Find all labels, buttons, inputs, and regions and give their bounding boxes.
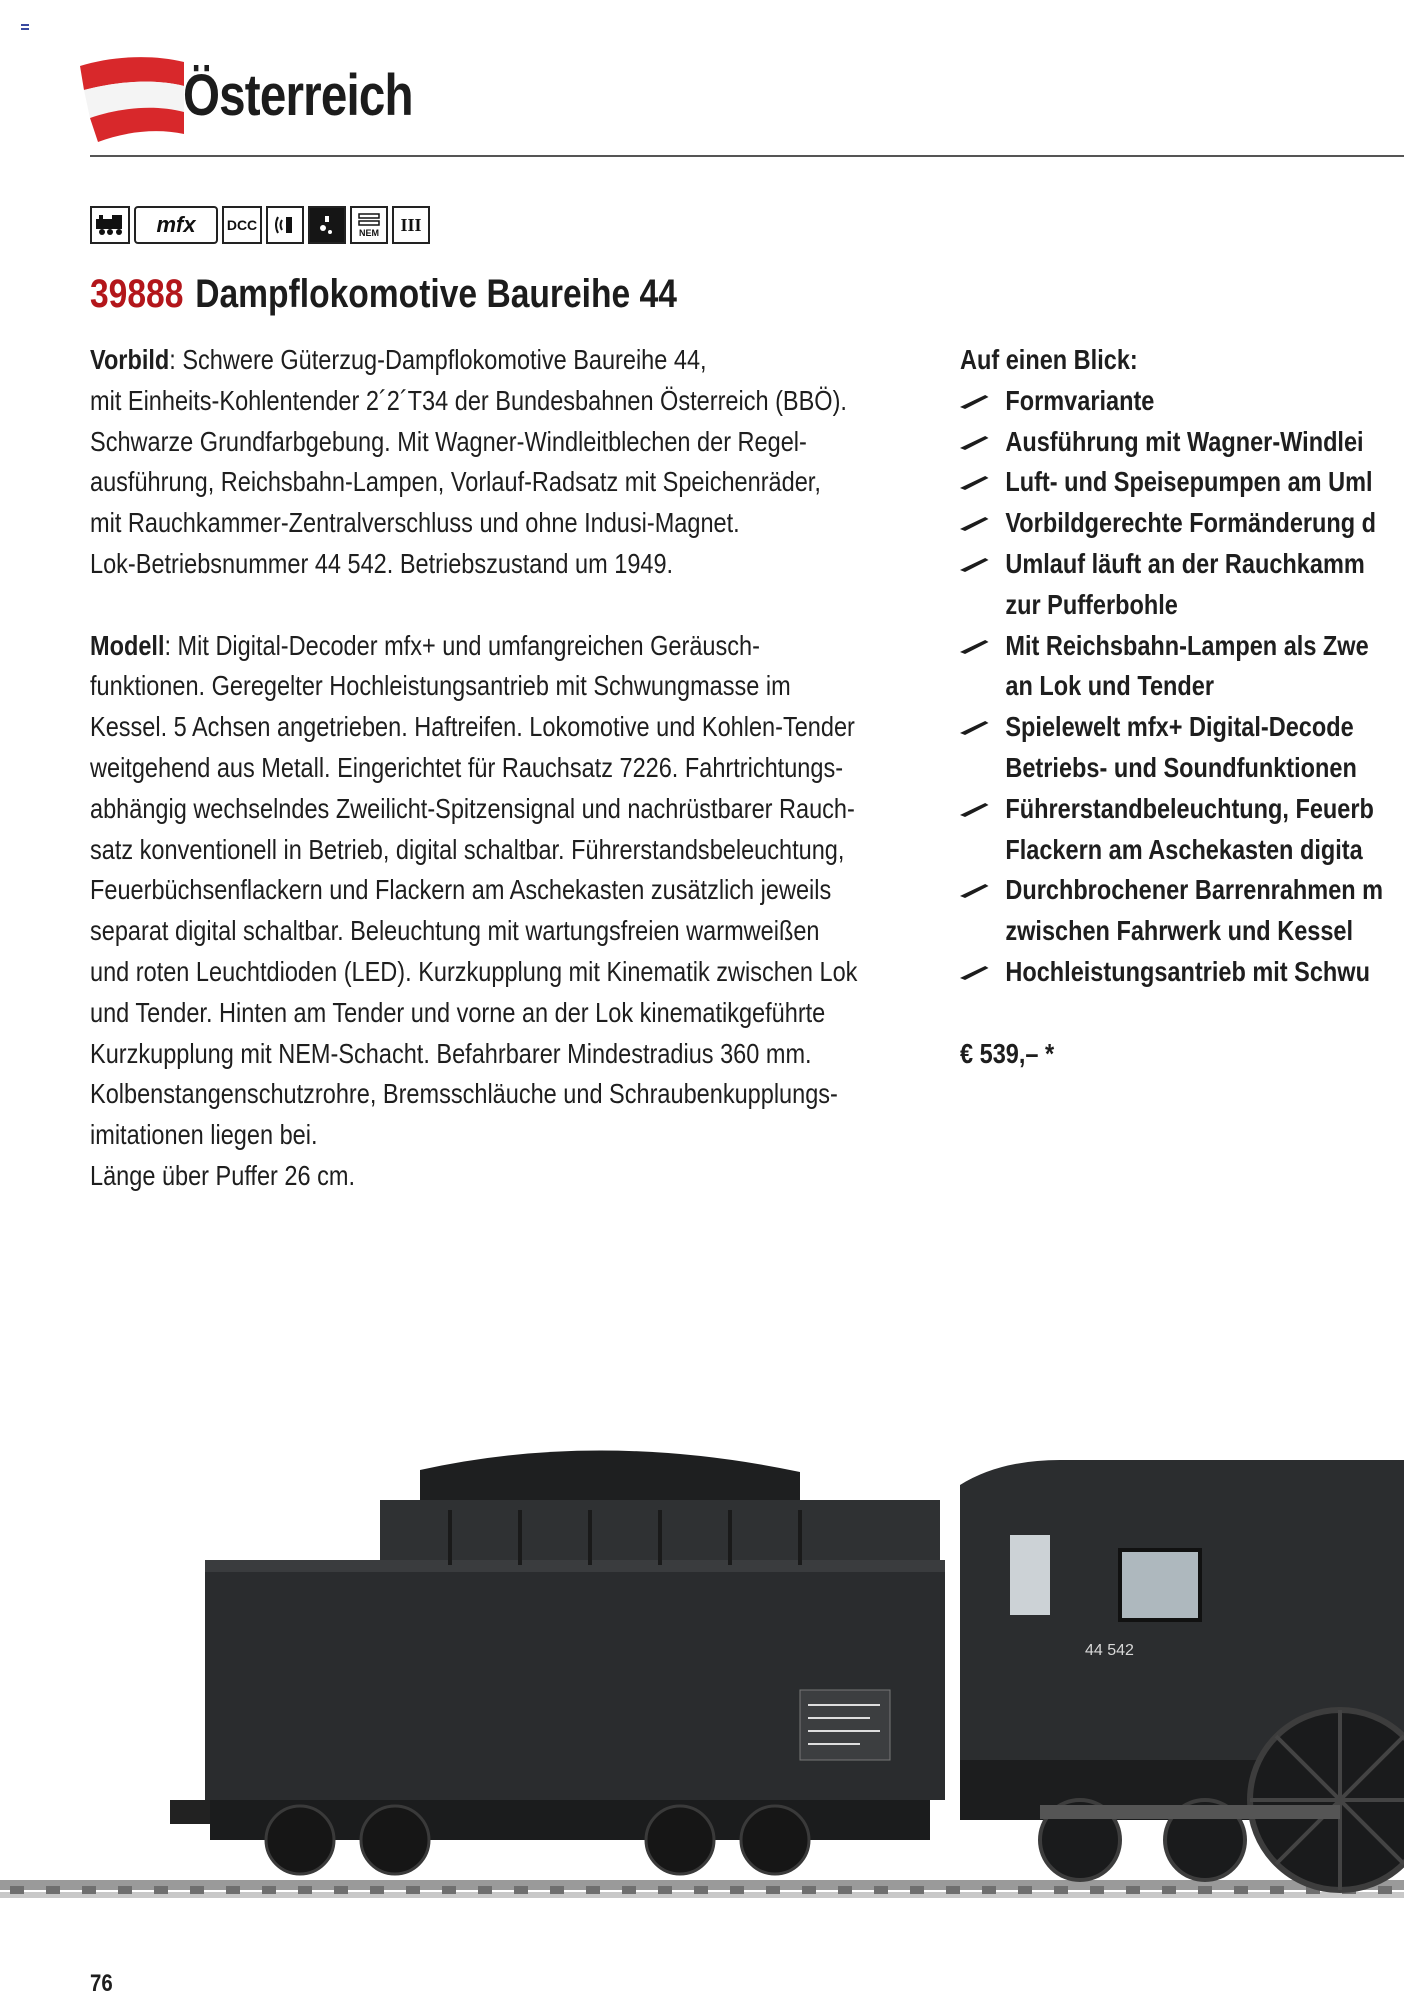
bullet-arrow-icon <box>960 434 989 450</box>
page-number: 76 <box>90 1970 113 1997</box>
highlight-item <box>960 911 1383 952</box>
modell-line: satz konventionell in Betrieb, digital schaltbar. Führerstandsbeleuchtung, <box>90 833 845 865</box>
feature-icons <box>90 206 430 246</box>
highlight-text: Durchbrochener Barrenrahmen m <box>1005 874 1384 906</box>
track <box>0 1880 1404 1898</box>
nem-label: NEM <box>359 228 379 238</box>
highlight-text: Betriebs- und Soundfunktionen <box>1005 751 1357 783</box>
highlight-text: Mit Reichsbahn-Lampen als Zwe <box>1005 629 1369 661</box>
highlight-item <box>960 830 1383 871</box>
highlight-item <box>960 870 1383 911</box>
smoke-icon <box>308 206 346 244</box>
highlight-text: Flackern am Aschekasten digita <box>1005 833 1363 865</box>
description-text <box>90 340 857 1197</box>
highlight-text: Luft- und Speisepumpen am Uml <box>1005 466 1373 498</box>
epoch-iii-icon <box>392 206 430 244</box>
highlight-item <box>960 503 1383 544</box>
bullet-arrow-icon <box>960 393 989 409</box>
highlight-text: Vorbildgerechte Formänderung d <box>1005 507 1377 539</box>
modell-text: : Mit Digital-Decoder mfx+ und umfangreichen Geräusch- <box>164 629 760 661</box>
modell-line: separat digital schaltbar. Beleuchtung mit wartungsfreien warmweißen <box>90 915 820 947</box>
header-divider <box>90 155 1404 157</box>
vorbild-line: Lok-Betriebsnummer 44 542. Betriebszustand um 1949. <box>90 547 674 579</box>
vorbild-text: : Schwere Güterzug-Dampflokomotive Baureihe 44, <box>169 344 707 375</box>
modell-label: Modell <box>90 629 165 661</box>
highlight-text: an Lok und Tender <box>1005 670 1215 702</box>
vorbild-line: mit Rauchkammer-Zentralverschluss und ohne Indusi-Magnet. <box>90 507 740 539</box>
sound-icon <box>266 206 304 244</box>
vorbild-line: Schwarze Grundfarbgebung. Mit Wagner-Windleitblechen der Regel- <box>90 425 807 457</box>
modell-line: und roten Leuchtdioden (LED). Kurzkupplung mit Kinematik zwischen Lok <box>90 955 858 987</box>
dcc-icon <box>222 206 262 244</box>
product-name: Dampflokomotive Baureihe 44 <box>195 272 677 316</box>
highlights-list <box>960 381 1383 993</box>
austria-flag-icon <box>72 46 192 146</box>
highlight-item <box>960 666 1383 707</box>
price: € 539,– * <box>960 1037 1055 1069</box>
highlights-box <box>960 340 1383 1074</box>
highlight-item <box>960 422 1383 463</box>
modell-line: Kurzkupplung mit NEM-Schacht. Befahrbarer Mindestradius 360 mm. <box>90 1037 812 1069</box>
modell-line: Kolbenstangenschutzrohre, Bremsschläuche und Schraubenkupplungs- <box>90 1078 838 1110</box>
bullet-arrow-icon <box>960 515 989 531</box>
modell-line: und Tender. Hinten am Tender und vorne an der Lok kinematikgeführte <box>90 996 826 1028</box>
corner-mark-icon <box>20 22 30 32</box>
highlight-text: zwischen Fahrwerk und Kessel <box>1005 915 1354 947</box>
bullet-arrow-icon <box>960 474 989 490</box>
highlight-item <box>960 381 1383 422</box>
highlight-text: Spielewelt mfx+ Digital-Decode <box>1005 711 1354 743</box>
modell-line: imitationen liegen bei. <box>90 1119 318 1151</box>
highlight-item <box>960 585 1383 626</box>
highlight-item <box>960 748 1383 789</box>
vorbild-label: Vorbild <box>90 344 170 375</box>
epoch-label: III <box>400 214 422 235</box>
highlight-text: Formvariante <box>1005 384 1155 416</box>
mfx-icon <box>134 206 218 244</box>
mfx-label: mfx <box>156 212 196 237</box>
highlight-text: Hochleistungsantrieb mit Schwu <box>1005 955 1370 987</box>
highlight-item <box>960 626 1383 667</box>
vorbild-line <box>90 340 857 381</box>
loco-number-plate: 44 542 <box>1085 1642 1134 1659</box>
modell-line <box>90 626 857 667</box>
highlight-text: Ausführung mit Wagner-Windlei <box>1005 425 1364 457</box>
article-number: 39888 <box>90 272 184 316</box>
highlight-item <box>960 789 1383 830</box>
highlight-item <box>960 952 1383 993</box>
paragraph-gap <box>90 585 857 626</box>
nem-coupler-icon <box>350 206 388 244</box>
modell-line: funktionen. Geregelter Hochleistungsantrieb mit Schwungmasse im <box>90 670 791 702</box>
modell-line: weitgehend aus Metall. Eingerichtet für Rauchsatz 7226. Fahrtrichtungs- <box>90 751 844 783</box>
highlight-item <box>960 544 1383 585</box>
dcc-label: DCC <box>226 217 258 233</box>
vorbild-line: mit Einheits-Kohlentender 2´2´T34 der Bundesbahnen Österreich (BBÖ). <box>90 384 847 416</box>
highlight-text: Umlauf läuft an der Rauchkamm <box>1005 547 1365 579</box>
highlight-item <box>960 462 1383 503</box>
locomotive-image <box>0 1360 1404 1930</box>
modell-line: abhängig wechselndes Zweilicht-Spitzensignal und nachrüstbarer Rauch- <box>90 792 855 824</box>
tender <box>170 1450 945 1874</box>
highlight-text: Führerstandbeleuchtung, Feuerb <box>1005 792 1374 824</box>
bullet-arrow-icon <box>960 882 989 898</box>
highlight-text: zur Pufferbohle <box>1005 588 1178 620</box>
highlight-item <box>960 707 1383 748</box>
page-title: Österreich <box>183 63 413 128</box>
bullet-arrow-icon <box>960 556 989 572</box>
modell-line: Kessel. 5 Achsen angetrieben. Haftreifen. Lokomotive und Kohlen-Tender <box>90 711 855 743</box>
modell-line: Länge über Puffer 26 cm. <box>90 1159 355 1191</box>
bullet-arrow-icon <box>960 964 989 980</box>
highlights-title: Auf einen Blick: <box>960 344 1138 375</box>
vorbild-line: ausführung, Reichsbahn-Lampen, Vorlauf-Radsatz mit Speichenräder, <box>90 466 821 498</box>
product-heading <box>90 272 677 317</box>
steam-loco-icon <box>90 206 130 244</box>
modell-line: Feuerbüchsenflackern und Flackern am Aschekasten zusätzlich jeweils <box>90 874 832 906</box>
bullet-arrow-icon <box>960 719 989 735</box>
bullet-arrow-icon <box>960 638 989 654</box>
locomotive-body <box>960 1460 1404 1890</box>
bullet-arrow-icon <box>960 801 989 817</box>
